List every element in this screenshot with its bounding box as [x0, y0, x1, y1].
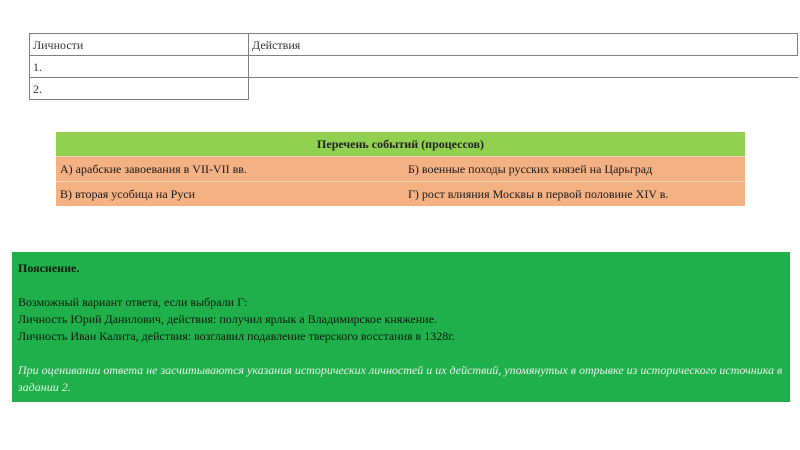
answer-table	[29, 33, 798, 100]
header-persons: Личности	[30, 34, 249, 56]
spacer	[18, 345, 784, 362]
header-actions: Действия	[249, 34, 798, 56]
explanation-line: Личность Иван Калита, действия: возглавил подавление тверского восстания в 1328г.	[18, 329, 455, 343]
event-item-g: Г) рост влияния Москвы в первой половине XIV в.	[407, 187, 669, 201]
spacer	[18, 277, 784, 294]
row-number: 1.	[30, 56, 249, 78]
row-action-cell	[249, 56, 798, 78]
explanation-line: Личность Юрий Данилович, действия: получил ярлык а Владимирское княжение.	[18, 312, 437, 326]
events-row	[56, 156, 745, 181]
explanation-box	[12, 252, 790, 402]
events-row	[56, 181, 745, 206]
events-title: Перечень событий (процессов)	[56, 132, 745, 156]
event-item-a: А) арабские завоевания в VII-VII вв.	[60, 162, 247, 176]
explanation-line: Возможный вариант ответа, если выбрали Г:	[18, 295, 248, 309]
table-row	[30, 78, 798, 100]
table-header-row	[30, 34, 798, 56]
explanation-note: При оценивании ответа не засчитываются указания исторических личностей и их действий, упомянутых в отрывке из исторического источника в задании 2.	[18, 363, 783, 394]
explanation-title: Пояснение.	[18, 261, 80, 275]
row-number: 2.	[30, 78, 249, 100]
row-action-cell	[249, 78, 798, 100]
event-item-b: Б) военные походы русских князей на Царьград	[407, 162, 653, 176]
event-item-v: В) вторая усобица на Руси	[60, 187, 196, 201]
events-table	[56, 132, 745, 206]
table-row	[30, 56, 798, 78]
